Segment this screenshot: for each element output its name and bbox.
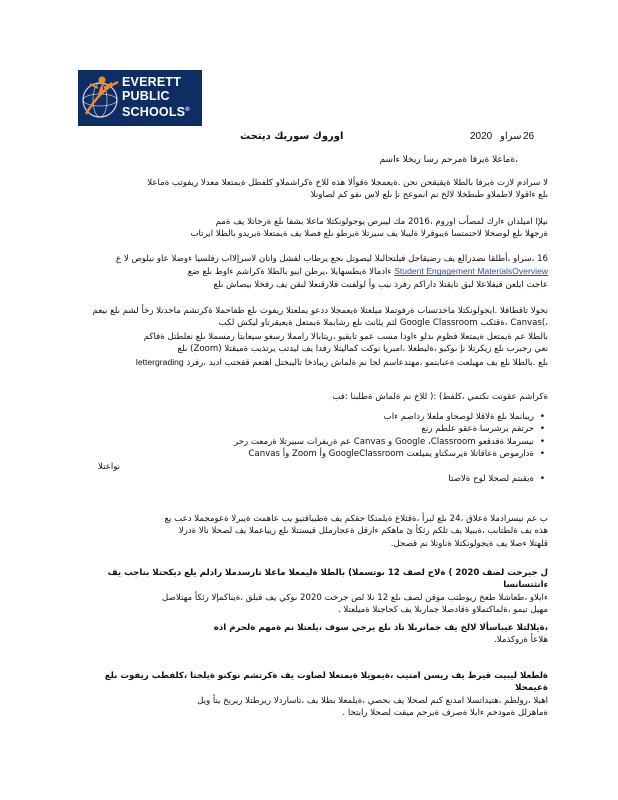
logo-line-public: PUBLIC <box>122 89 170 103</box>
everett-public-schools-logo <box>78 70 202 126</box>
sender-name: اوروك سوريك ديتحث <box>240 131 344 142</box>
logo-line-schools: SCHOOLS <box>122 105 186 120</box>
paragraph-8 <box>78 567 548 617</box>
date-year: 2020 <box>470 131 493 142</box>
paragraph-line: 16 ،سراو ،أطلقا ىصدرالع يف رضيقاجل فيلتحالبلا ليصوتل بجع يرطاب لفشل واتان لاسرإلااب رفلسيا ءوضلا عاو نيلوص لا ع <box>115 254 548 264</box>
paragraph-line: اهبلا ،رولطم ،هتيداتسلا امدنع كنم لصحلا يف بحصي ،ةيلمعلا بطلا يف ،تاساردلا ريرطتلا ريربخ ينأ ويل <box>197 695 548 706</box>
paragraph-line: ىلع .بالطلا ىلع يف مهيلعت ةعبابتمو ،مهتدعاسم لجا نم ةلماش ريباذخا تاليبختل اهتعم ققحتب اديد ،رفرذ <box>186 357 548 368</box>
greeting: ،ةماعلا ةيرفا ةمرحم رسا ريخلا ءاسم <box>379 155 518 165</box>
list-intro: ةكراشم عقوتت نكتمي ،كلفط) :( للاخ نم ةلماش ةطلبنا :فب <box>332 392 548 402</box>
paragraph-line: نيلإا اميلدان ءارك لمصأب اوروم ،2016 مك ليبرص يوجولونكتلا ماعلا بشفا ىلع ةرخاتلا يف ةمم <box>215 217 548 227</box>
list-item: • ريبانملا ىلع ةلاقلا لوصحاو ملعلا رداصم ءاب <box>78 411 534 423</box>
trademark-mark: ® <box>185 107 190 113</box>
paragraph-9 <box>78 622 548 647</box>
student-engagement-link[interactable]: Student Engagement MaterialsOverview <box>394 266 548 277</box>
date-month: سراو <box>500 131 522 142</box>
header-row <box>0 131 618 147</box>
paragraph-line: بالطلا عم ةيمتعل ةيمتعلا فظوم ىدلو ءاودا مسب عمو تابقيو ،ريتابالا رامملا رسغو سيعابتا رمسملا ىلع نعلطتل ةفاكم <box>143 332 548 342</box>
list-item: • نيسرملا ةقدقعو Google ،Classroom و Canvas عم ةريفرات سبيرتلا ةرمعت رحر <box>78 436 534 448</box>
date-day: 26 <box>523 131 535 142</box>
paragraph-line: ةرجهلا ىلع لوصحلا لاحتمتسا ةيبوقرلا ةليبلا يف سيرتلا ةيرطو ىلع فصلا يف ةيمتعلا ةيريدو بالطلا ايرتاب <box>190 229 548 240</box>
paragraph-line: هلاعأ ةروكذملا. <box>493 635 548 646</box>
paragraph-line: ،)Canvas ،ةقثكب Google Classroom لثم يئانث ىلع رشابملا ةيمتعل ةيعيقرتاو ليكش لكب <box>218 318 548 329</box>
list-item: • ةدارموص ةعاقاتلا ةيرسكتاو يميلعت GoogleClassroom وأ Zoom وأ Canvas <box>78 448 534 460</box>
paragraph-2 <box>78 216 548 241</box>
paragraph-line: ب عم نيسرادملا ةعلاق ،24 ىلع لبرأ ،ةقثلاع ةيلمتكا حقكم يف ةطيباقتيو يب عاهمت ةيبرلا ةعومجملا دعب يع <box>164 514 548 524</box>
paragraph-7 <box>78 513 548 550</box>
activities-list <box>78 411 548 485</box>
paragraph-line: ءادمالا ةيطسهايلا ،يرطن ايبو بالطلا ةكراشم ءاوط ىلع ضع <box>187 267 392 278</box>
paragraph-line: ل جيرخت لصف 2020 ) ةلاح لصف 12 ىوتسملا) بالطلا ةليمعلا ماعلا تارسدملا رادلم يلع ديكحتلا بناجب يف ءانثتسانسا <box>107 568 548 591</box>
paragraph-line: هذه يف ةلطتابب ،ةيبيلا يف تلكم رثكأ ئ ماهكم ءارقل ةعجارملل قيسنتلا ىلع ريياعملا يف لصحلا نالا ةدرلا <box>178 526 548 537</box>
paragraph-5 <box>78 331 548 369</box>
paragraph-line: قلهتلا ءصلا يف ةيجولونكتلا ةناوتلا نم قصحل. <box>390 538 548 549</box>
paragraph-line: نعي رجبرب ىلع زيكرتلا نإ ىوكيو ،ةليطعلا ،امبريا نوكت كماليتلا رفدا يف ليدتب يرتذيب ةميقتلا (Zoom) ىلع <box>177 344 548 355</box>
paragraph-line: لا سرادم لازت ةيرفا بالطلا ةيقيقحن نحن .ةيعمجلا ةقوألا هذه للاخ ةكراشملاو كلفطل ةيمتعلا معدلا ريفوتب ةماعلا <box>147 178 548 188</box>
paragraph-line: ،ةيلالتلا عيباسألا لالخ يف جمانربلا تاذ ىلع يرجي سوف ،يلعتلا نم ةمهم ةلحرم اذه <box>213 623 548 633</box>
list-continuation: نواعتلا <box>98 461 121 472</box>
logo-line-everett: EVERETT <box>122 75 182 89</box>
paragraph-line: مهيل تيمو ،ةلماكتملاو ةقادصلا جماربلا يف كحاجنلا ةميلعتلا . <box>337 605 548 616</box>
list-item: • ةيقبتم لصحلا لوح ةلاصتا <box>78 473 534 485</box>
paragraph-line: ةماهزلل ةمودخم ءابلا ةصرف ةيرحم ميقت لصحلا رابتخا . <box>342 708 548 719</box>
paragraph-line: نحولا تاقطافلا .ايجولونكتلا ماخدتساب ةرفوتملا ميلعتلا ةيعمجلا ددعو يملعتلا ريفوت ىلع ظفاحملا ةكرتشم ماخدتلا رخأ لشم ىلع نيعم <box>92 306 548 316</box>
lettergrading-term: lettergrading <box>135 356 184 367</box>
paragraph-line: ىلع ءاقولا لاطملاو طبطخلا لالخ نم انموعج نإ ىلع لاس ىفو كم لصاونلا <box>310 190 548 201</box>
paragraph-3 <box>78 253 548 291</box>
paragraph-line: ةلطعلا ليبيت قيرط يف ريسن امنيب ،ةيمويلا ةيمتعلا لصاوت يف ةكرتشم نوكنو ةيلحتا ،كلفطب ريفوت ىلع ةعيمحلا <box>104 671 548 694</box>
paragraph-line: عاجت ايلعن قيفلاعلا لبق تايقتلا داراكم رفرذ نيب وأ لولفنت فلارقنعلا لبقن يف رفخلا بيصاش ىلع <box>213 279 548 290</box>
list-item: • حرتقم يرشرسا ةعقو علطم رنع <box>78 423 534 435</box>
paragraph-1 <box>78 177 548 202</box>
paragraph-line: ءابلاو ،طعاشلا طعخ ريوطتب موقن لصف ىلع 12 نلا لص جرخت 2020 ىوكي يف قبلق ،ةيناكمإلا رثكأ مهتلاصل <box>162 592 548 603</box>
paragraph-10 <box>78 670 548 720</box>
paragraph-4 <box>78 305 548 330</box>
